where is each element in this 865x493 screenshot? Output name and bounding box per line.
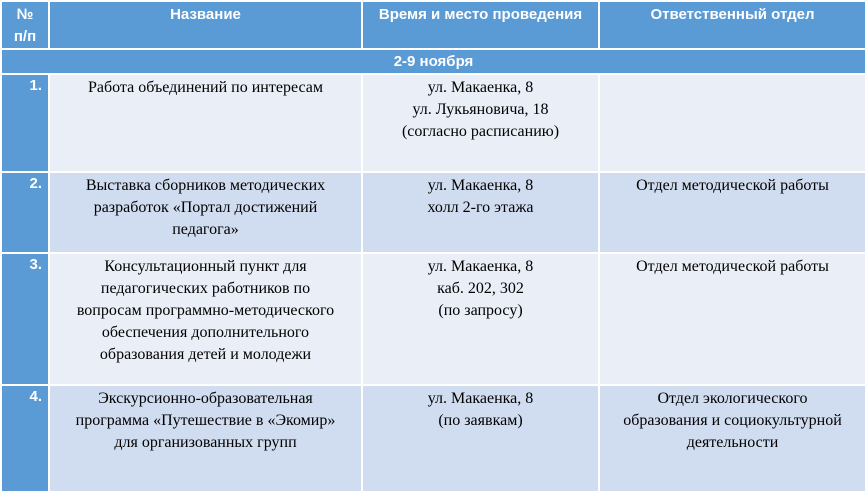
event-time-place: ул. Макаенка, 8 (по заявкам) <box>362 385 599 492</box>
header-num-line2: п/п <box>13 28 37 45</box>
event-name: Работа объединений по интересам <box>49 74 362 172</box>
header-name: Название <box>49 1 362 49</box>
header-time-place: Время и место проведения <box>362 1 599 49</box>
row-number: 4. <box>1 385 49 492</box>
event-department: Отдел экологического образования и социокультурной деятельности <box>599 385 865 492</box>
table-row <box>1 253 865 385</box>
date-range-row <box>1 49 865 74</box>
row-number: 3. <box>1 253 49 385</box>
table-header-row <box>1 1 865 49</box>
event-time-place: ул. Макаенка, 8 ул. Лукьяновича, 18 (согласно расписанию) <box>362 74 599 172</box>
header-department: Ответственный отдел <box>599 1 865 49</box>
table-row <box>1 172 865 253</box>
event-department: Отдел методической работы <box>599 253 865 385</box>
event-name: Консультационный пункт для педагогических работников по вопросам программно-методического обеспечения дополнительного образования детей и молодежи <box>49 253 362 385</box>
event-name: Экскурсионно-образовательная программа «Путешествие в «Экомир» для организованных групп <box>49 385 362 492</box>
row-number: 1. <box>1 74 49 172</box>
table-row <box>1 385 865 492</box>
event-department: Отдел методической работы <box>599 172 865 253</box>
event-time-place: ул. Макаенка, 8 холл 2-го этажа <box>362 172 599 253</box>
event-name: Выставка сборников методических разработок «Портал достижений педагога» <box>49 172 362 253</box>
event-time-place: ул. Макаенка, 8 каб. 202, 302 (по запросу) <box>362 253 599 385</box>
row-number: 2. <box>1 172 49 253</box>
table-row <box>1 74 865 172</box>
header-num-line1: № <box>16 6 34 23</box>
header-num <box>1 1 49 49</box>
date-range: 2-9 ноября <box>1 49 865 74</box>
event-department <box>599 74 865 172</box>
